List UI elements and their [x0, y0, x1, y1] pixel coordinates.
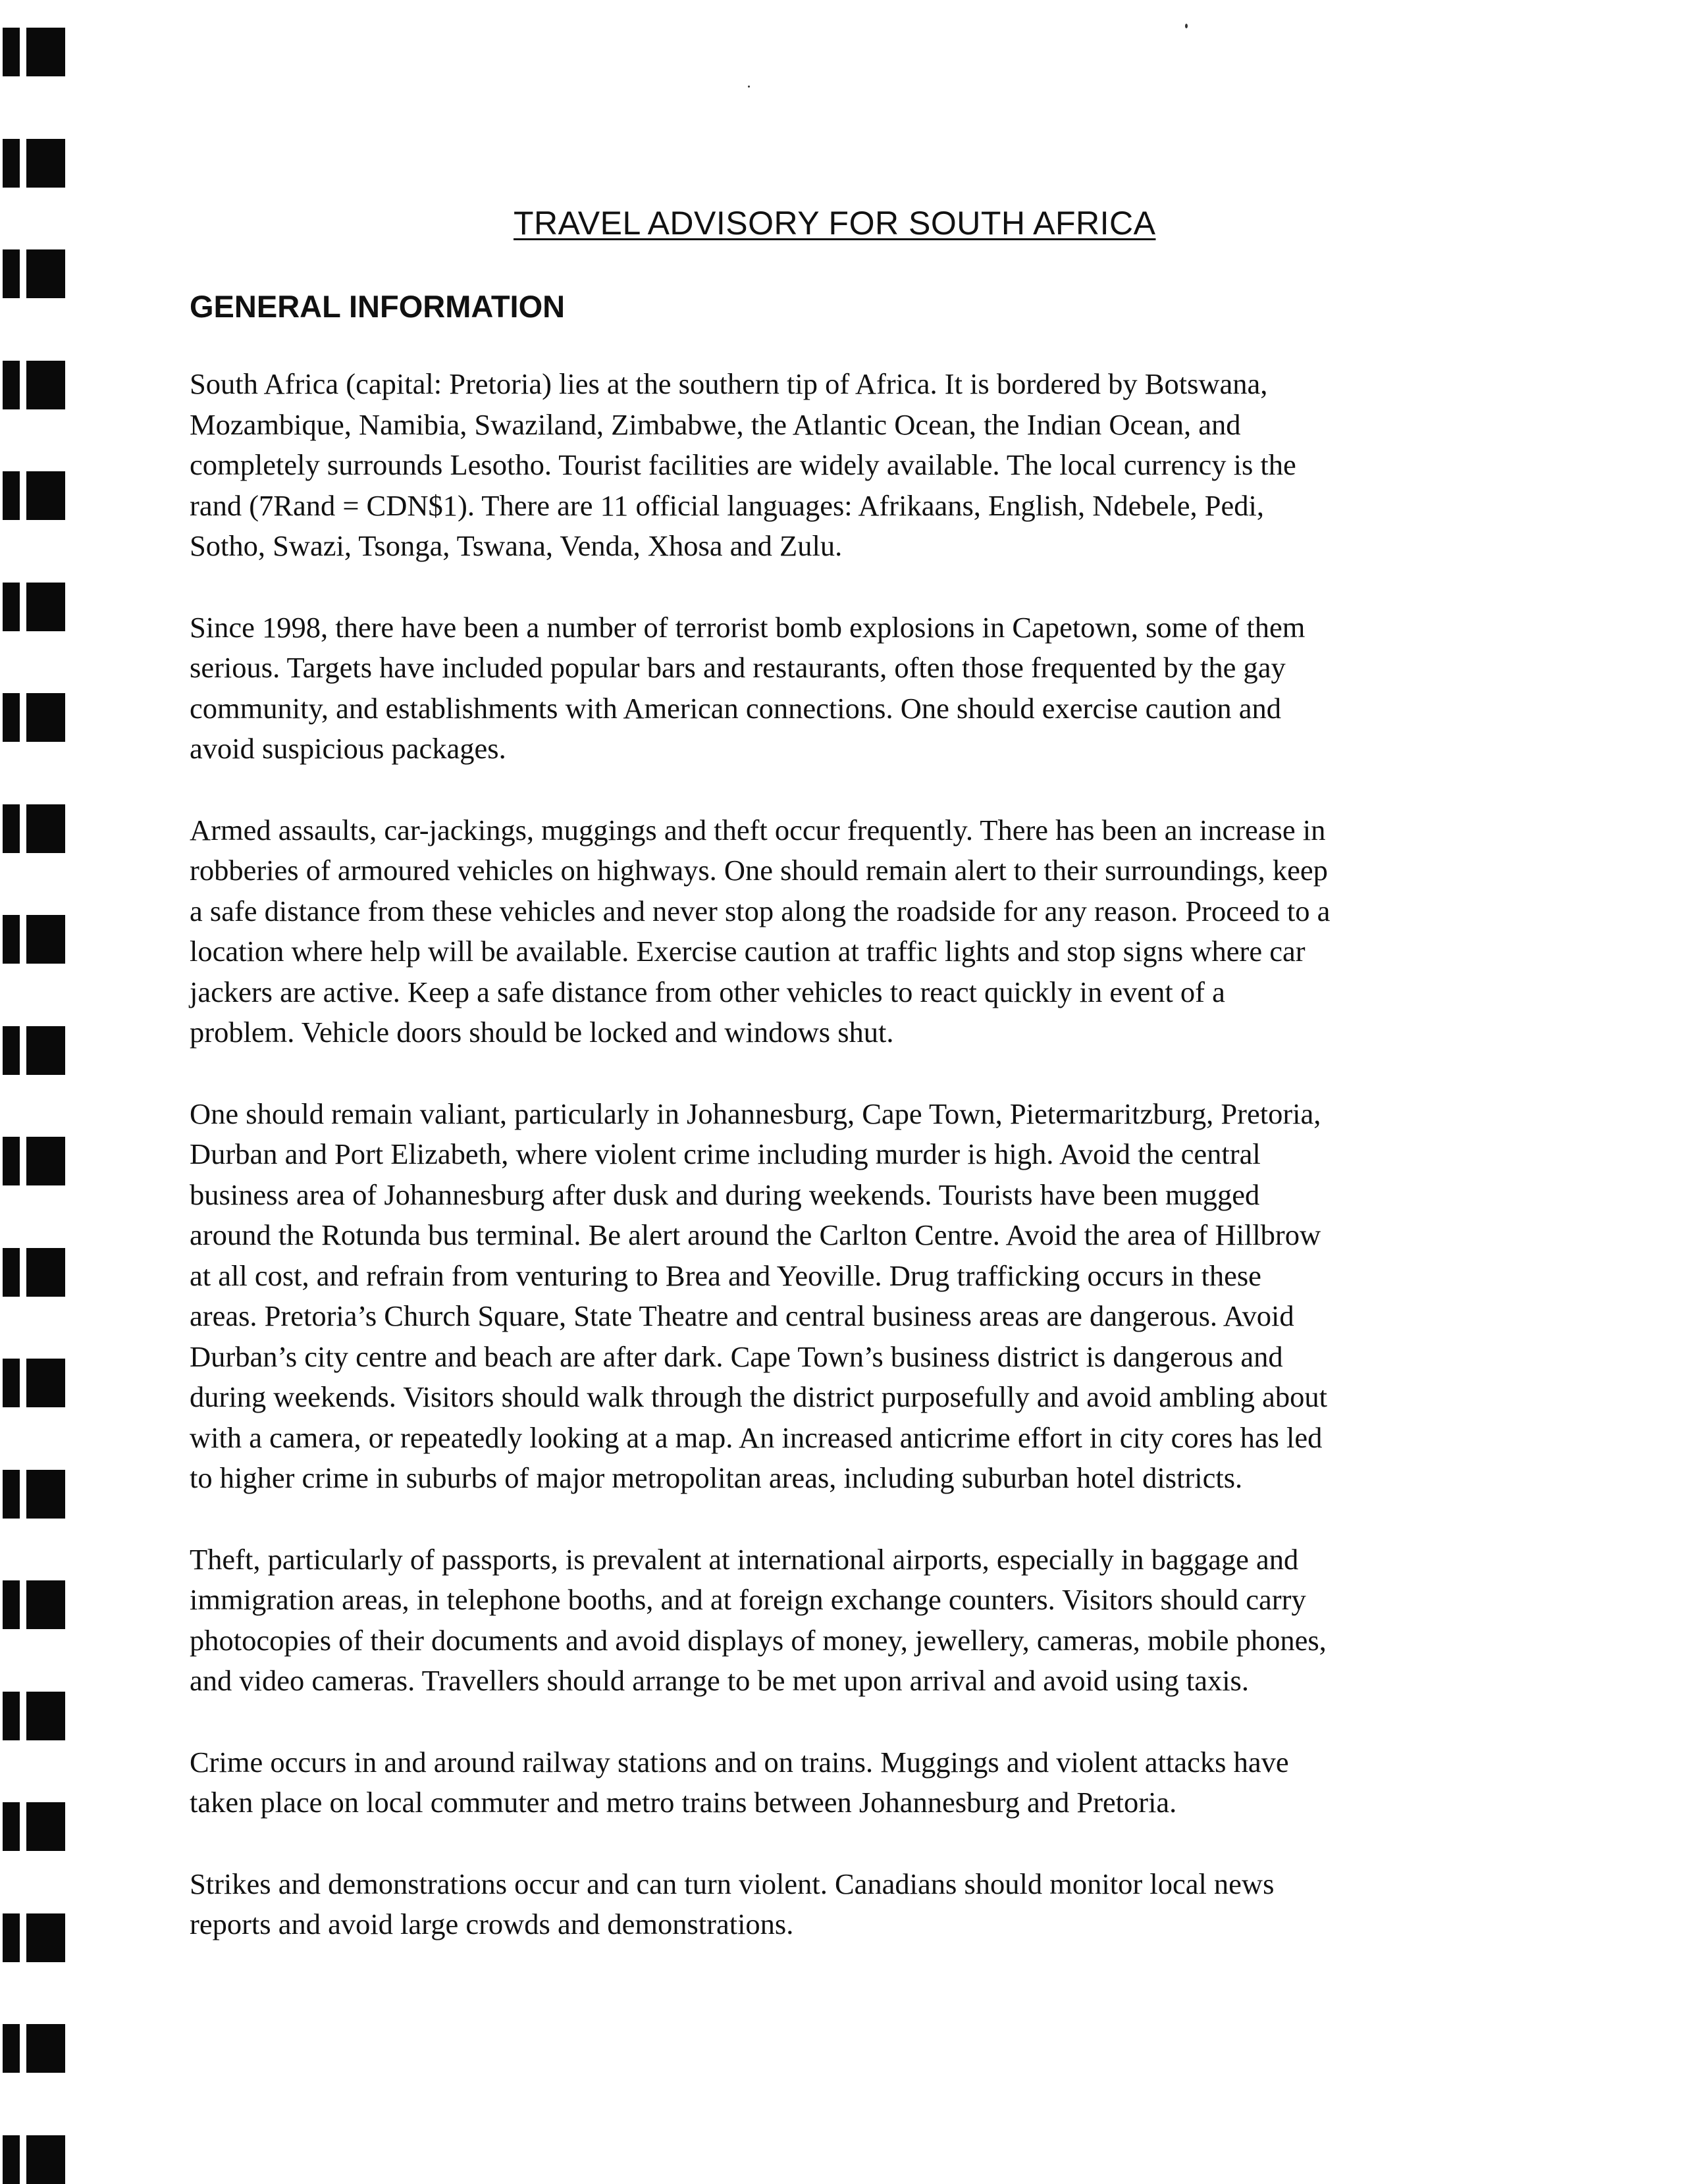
paragraph-line: Since 1998, there have been a number of terrorist bomb explosions in Capetown, some of them [190, 610, 1306, 644]
paragraph-line: Strikes and demonstrations occur and can turn violent. Canadians should monitor local news [190, 1867, 1275, 1900]
paragraph-line: community, and establishments with American connections. One should exercise caution and [190, 691, 1282, 725]
paragraph-line: at all cost, and refrain from venturing to Brea and Yeoville. Drug trafficking occurs in these [190, 1259, 1261, 1292]
paragraph-line: Theft, particularly of passports, is prevalent at international airports, especially in baggage and [190, 1542, 1299, 1576]
paragraph-line: a safe distance from these vehicles and never stop along the roadside for any reason. Proceed to a [190, 894, 1331, 927]
paragraph [190, 1094, 1526, 1499]
paragraph-line: location where help will be available. Exercise caution at traffic lights and stop signs where car [190, 935, 1306, 968]
paragraph-line: Durban’s city centre and beach are after dark. Cape Town’s business district is dangerous and [190, 1339, 1283, 1373]
paragraph-line: areas. Pretoria’s Church Square, State Theatre and central business areas are dangerous. Avoid [190, 1299, 1294, 1332]
section-heading: GENERAL INFORMATION [190, 289, 566, 324]
paragraph [190, 364, 1526, 567]
paragraph-line: photocopies of their documents and avoid displays of money, jewellery, cameras, mobile phones, [190, 1623, 1327, 1657]
paragraph [190, 1864, 1526, 1945]
paragraph-line: during weekends. Visitors should walk through the district purposefully and avoid ambling about [190, 1380, 1328, 1413]
document-body [190, 364, 1526, 1986]
paragraph-line: robberies of armoured vehicles on highways. One should remain alert to their surroundings, keep [190, 854, 1328, 887]
paragraph-line: to higher crime in suburbs of major metropolitan areas, including suburban hotel districts. [190, 1461, 1243, 1494]
paragraph-line: problem. Vehicle doors should be locked and windows shut. [190, 1016, 894, 1049]
paragraph-line: One should remain valiant, particularly in Johannesburg, Cape Town, Pietermaritzburg, Pretoria, [190, 1097, 1321, 1130]
paragraph-line: jackers are active. Keep a safe distance from other vehicles to react quickly in event of a [190, 975, 1225, 1008]
paragraph-line: rand (7Rand = CDN$1). There are 11 official languages: Afrikaans, English, Ndebele, Pedi, [190, 488, 1265, 522]
scan-speck [748, 86, 750, 88]
paragraph-line: business area of Johannesburg after dusk and during weekends. Tourists have been mugged [190, 1178, 1260, 1211]
paragraph [190, 608, 1526, 769]
paragraph-line: around the Rotunda bus terminal. Be alert around the Carlton Centre. Avoid the area of Hillbrow [190, 1218, 1321, 1251]
paragraph-line: Sotho, Swazi, Tsonga, Tswana, Venda, Xhosa and Zulu. [190, 529, 843, 562]
paragraph-line: serious. Targets have included popular bars and restaurants, often those frequented by the gay [190, 651, 1286, 684]
paragraph-line: Crime occurs in and around railway stations and on trains. Muggings and violent attacks have [190, 1745, 1289, 1779]
paragraph-line: Durban and Port Elizabeth, where violent crime including murder is high. Avoid the central [190, 1137, 1261, 1170]
scan-speck [1185, 24, 1188, 28]
paragraph-line: avoid suspicious packages. [190, 732, 506, 765]
paragraph-line: completely surrounds Lesotho. Tourist facilities are widely available. The local currency is the [190, 448, 1296, 481]
paragraph [190, 810, 1526, 1053]
paragraph [190, 1742, 1526, 1823]
paragraph-line: reports and avoid large crowds and demonstrations. [190, 1908, 794, 1940]
paragraph-line: Mozambique, Namibia, Swaziland, Zimbabwe, the Atlantic Ocean, the Indian Ocean, and [190, 407, 1241, 441]
paragraph-line: Armed assaults, car-jackings, muggings and theft occur frequently. There has been an increase in [190, 813, 1326, 846]
paragraph-line: taken place on local commuter and metro trains between Johannesburg and Pretoria. [190, 1786, 1177, 1819]
document-title: TRAVEL ADVISORY FOR SOUTH AFRICA [514, 205, 1156, 242]
paragraph-line: with a camera, or repeatedly looking at a map. An increased anticrime effort in city cores has led [190, 1420, 1323, 1454]
paragraph [190, 1540, 1526, 1702]
paragraph-line: South Africa (capital: Pretoria) lies at the southern tip of Africa. It is bordered by Botswana, [190, 367, 1268, 400]
paragraph-line: immigration areas, in telephone booths, and at foreign exchange counters. Visitors should carry [190, 1583, 1306, 1616]
paragraph-line: and video cameras. Travellers should arrange to be met upon arrival and avoid using taxis. [190, 1664, 1249, 1697]
